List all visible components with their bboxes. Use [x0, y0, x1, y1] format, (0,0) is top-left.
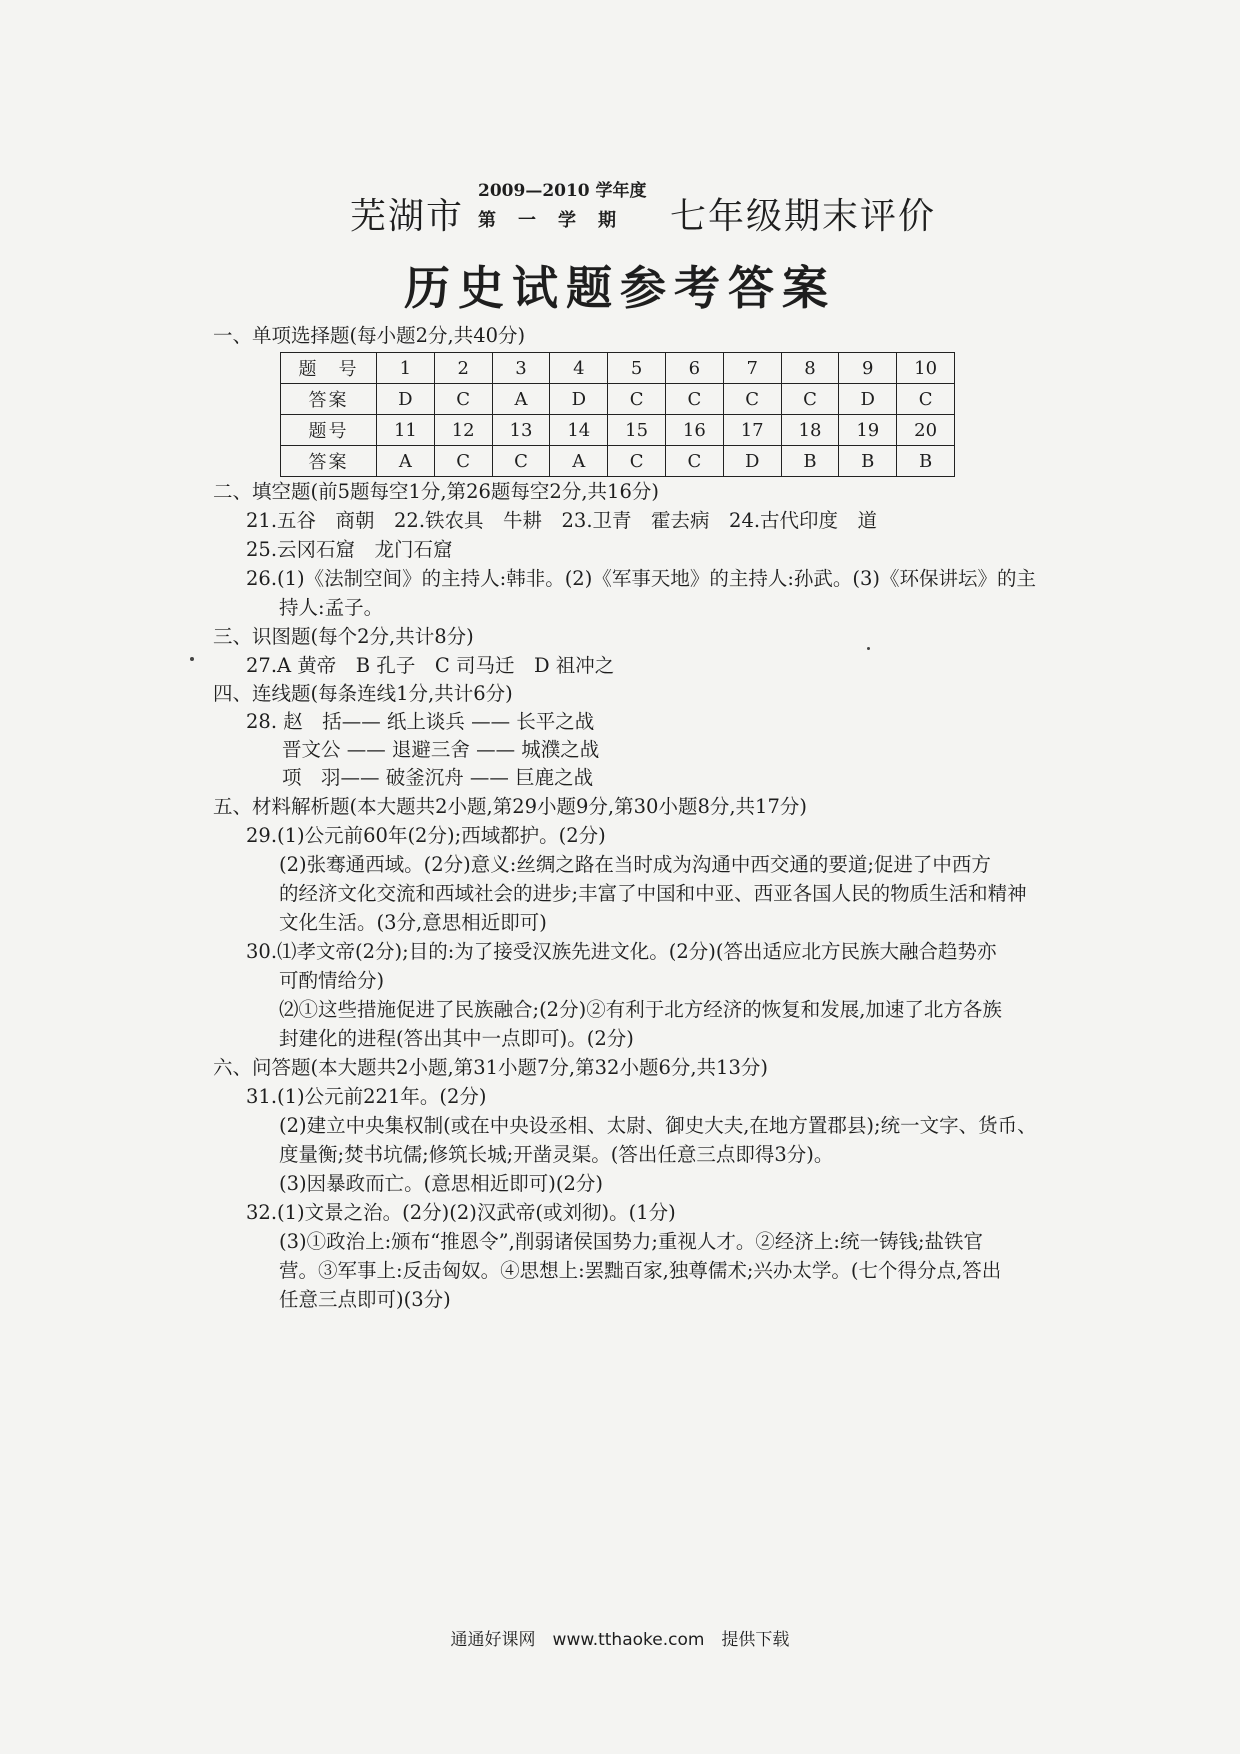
- section4-heading: 四、连线题(每条连线1分,共计6分): [213, 682, 513, 705]
- row-label: 题号: [281, 415, 377, 446]
- answer-cell: C: [608, 446, 666, 477]
- section2-heading: 二、填空题(前5题每空1分,第26题每空2分,共16分): [213, 480, 659, 503]
- section1-heading: 一、单项选择题(每小题2分,共40分): [213, 324, 526, 347]
- row-label: 答案: [281, 446, 377, 477]
- question-number: 13: [492, 415, 550, 446]
- question-number: 17: [723, 415, 781, 446]
- answer-cell: C: [723, 384, 781, 415]
- question-number: 10: [897, 353, 955, 384]
- answer-line: 封建化的进程(答出其中一点即可)。(2分): [279, 1027, 634, 1050]
- answer-line: 晋文公 —— 退避三舍 —— 城濮之战: [282, 738, 600, 761]
- question-number: 16: [665, 415, 723, 446]
- answer-line: 持人:孟子。: [279, 596, 384, 619]
- answer-cell: C: [897, 384, 955, 415]
- answer-cell: C: [434, 446, 492, 477]
- question-number: 1: [377, 353, 435, 384]
- header-school-year: 2009—2010 学年度: [478, 181, 647, 201]
- table-row: [281, 384, 955, 415]
- question-number: 9: [839, 353, 897, 384]
- question-number: 6: [665, 353, 723, 384]
- answer-cell: C: [434, 384, 492, 415]
- question-number: 8: [781, 353, 839, 384]
- scan-speck: [190, 657, 194, 661]
- question-number: 18: [781, 415, 839, 446]
- answer-line: 项 羽—— 破釜沉舟 —— 巨鹿之战: [282, 766, 594, 789]
- question-number: 11: [377, 415, 435, 446]
- answer-line: 29.(1)公元前60年(2分);西域都护。(2分): [246, 824, 606, 847]
- answer-line: 度量衡;焚书坑儒;修筑长城;开凿灵渠。(答出任意三点即得3分)。: [279, 1143, 834, 1166]
- answer-cell: C: [492, 446, 550, 477]
- answer-cell: A: [492, 384, 550, 415]
- header-city: 芜湖市: [350, 196, 465, 237]
- answer-line: ⑵①这些措施促进了民族融合;(2分)②有利于北方经济的恢复和发展,加速了北方各族: [279, 998, 1002, 1021]
- section5-heading: 五、材料解析题(本大题共2小题,第29小题9分,第30小题8分,共17分): [213, 795, 807, 818]
- answer-line: 的经济文化交流和西域社会的进步;丰富了中国和中亚、西亚各国人民的物质生活和精神: [279, 882, 1027, 905]
- page-title: 历史试题参考答案: [404, 261, 836, 315]
- answer-line: (3)因暴政而亡。(意思相近即可)(2分): [279, 1172, 603, 1195]
- answer-line: 28. 赵 括—— 纸上谈兵 —— 长平之战: [246, 710, 595, 733]
- row-label: 答案: [281, 384, 377, 415]
- answer-cell: D: [839, 384, 897, 415]
- answer-cell: B: [839, 446, 897, 477]
- question-number: 15: [608, 415, 666, 446]
- answer-line: 任意三点即可)(3分): [279, 1288, 451, 1311]
- answer-line: (2)张骞通西域。(2分)意义:丝绸之路在当时成为沟通中西交通的要道;促进了中西方: [279, 853, 991, 876]
- section3-heading: 三、识图题(每个2分,共计8分): [213, 625, 474, 648]
- answer-line: 21.五谷 商朝 22.铁农具 牛耕 23.卫青 霍去病 24.古代印度 道: [246, 509, 878, 532]
- answer-line: 32.(1)文景之治。(2分)(2)汉武帝(或刘彻)。(1分): [246, 1201, 676, 1224]
- question-number: 12: [434, 415, 492, 446]
- answer-line: (3)①政治上:颁布“推恩令”,削弱诸侯国势力;重视人才。②经济上:统一铸钱;盐铁官: [279, 1230, 984, 1253]
- answer-cell: C: [665, 446, 723, 477]
- answer-cell: D: [723, 446, 781, 477]
- header-term: 第一学期: [478, 210, 638, 231]
- table-row: [281, 415, 955, 446]
- answer-line: 30.⑴孝文帝(2分);目的:为了接受汉族先进文化。(2分)(答出适应北方民族大融合趋势亦: [246, 940, 997, 963]
- answer-cell: A: [550, 446, 608, 477]
- section6-heading: 六、问答题(本大题共2小题,第31小题7分,第32小题6分,共13分): [213, 1056, 768, 1079]
- answer-line: (2)建立中央集权制(或在中央设丞相、太尉、御史大夫,在地方置郡县);统一文字、货币、: [279, 1114, 1037, 1137]
- question-number: 4: [550, 353, 608, 384]
- question-number: 5: [608, 353, 666, 384]
- row-label: 题 号: [281, 353, 377, 384]
- answer-line: 25.云冈石窟 龙门石窟: [246, 538, 453, 561]
- answer-cell: D: [377, 384, 435, 415]
- answer-cell: A: [377, 446, 435, 477]
- question-number: 20: [897, 415, 955, 446]
- question-number: 7: [723, 353, 781, 384]
- answer-line: 文化生活。(3分,意思相近即可): [279, 911, 547, 934]
- table-row: [281, 353, 955, 384]
- answer-table: [280, 352, 955, 477]
- question-number: 2: [434, 353, 492, 384]
- answer-cell: C: [665, 384, 723, 415]
- table-row: [281, 446, 955, 477]
- answer-line: 27.A 黄帝 B 孔子 C 司马迁 D 祖冲之: [246, 654, 615, 677]
- header-grade: 七年级期末评价: [670, 196, 937, 237]
- footer-source: 通通好课网 www.tthaoke.com 提供下载: [450, 1630, 790, 1650]
- answer-line: 营。③军事上:反击匈奴。④思想上:罢黜百家,独尊儒术;兴办太学。(七个得分点,答出: [279, 1259, 1002, 1282]
- answer-line: 31.(1)公元前221年。(2分): [246, 1085, 487, 1108]
- answer-cell: C: [781, 384, 839, 415]
- answer-cell: C: [608, 384, 666, 415]
- question-number: 19: [839, 415, 897, 446]
- answer-line: 可酌情给分): [279, 969, 385, 992]
- answer-cell: B: [781, 446, 839, 477]
- question-number: 3: [492, 353, 550, 384]
- answer-cell: B: [897, 446, 955, 477]
- scan-speck: [867, 647, 870, 650]
- answer-line: 26.(1)《法制空间》的主持人:韩非。(2)《军事天地》的主持人:孙武。(3)《环保讲坛》的主: [246, 567, 1037, 590]
- question-number: 14: [550, 415, 608, 446]
- answer-cell: D: [550, 384, 608, 415]
